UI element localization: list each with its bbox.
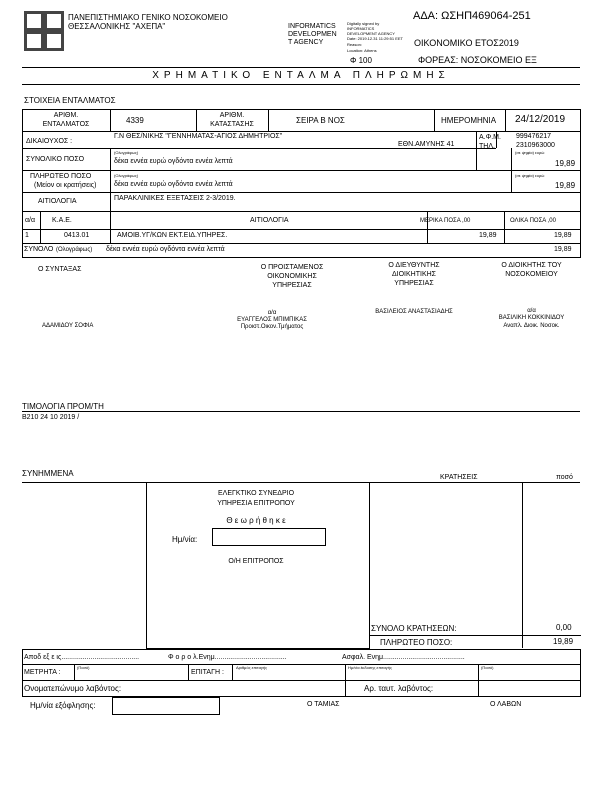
hospital-director-aa: α/α: [527, 308, 536, 314]
net-payable-value: 19,89: [553, 637, 574, 646]
table-row-aa: 1: [25, 232, 29, 239]
tel-label: ΤΗΛ.: [479, 143, 495, 150]
admin-director-title-2: ΔΙΟΙΚΗΤΙΚΗΣ: [391, 271, 436, 278]
footer-row-line: [22, 664, 581, 665]
cash-label: ΜΕΤΡΗΤΑ :: [24, 669, 61, 676]
col-header-reason: ΑΙΤΙΟΛΟΓΙΑ: [250, 217, 289, 224]
signature-text-1: Digitally signed by: [347, 21, 380, 26]
row-line: [22, 211, 581, 212]
row-line: [22, 192, 581, 193]
payable-words-caption: (Ολογράφως): [114, 173, 139, 178]
total-deductions-value: 0,00: [556, 623, 572, 632]
footer-col-line: [478, 664, 479, 697]
composer-title: Ο ΣΥΝΤΑΞΑΣ: [38, 266, 82, 273]
signature-text-6: Location: Athens: [347, 48, 377, 53]
beneficiary-name: Γ.Ν ΘΕΣ/ΝΙΚΗΣ "ΓΕΝΝΗΜΑΤΑΣ-ΑΓΙΟΣ ΔΗΜΗΤΡΙΟΣ": [114, 133, 283, 140]
col-line: [505, 109, 506, 131]
finance-head-title-2: ΟΙΚΟΝΟΜΙΚΗΣ: [267, 273, 317, 280]
auditor-title-2: ΥΠΗΡΕΣΙΑ ΕΠΙΤΡΟΠΟΥ: [217, 500, 295, 507]
afm-value: 999476217: [516, 133, 552, 140]
total-deductions-label: ΣΥΝΟΛΟ ΚΡΑΤΗΣΕΩΝ:: [371, 624, 457, 633]
admin-director-title-3: ΥΠΗΡΕΣΙΑΣ: [394, 280, 434, 287]
deductions-separator: [522, 482, 523, 648]
row-line: [22, 170, 581, 171]
invoices-title: ΤΙΜΟΛΟΓΙΑ ΠΡΟΜ/ΤΗ: [22, 402, 104, 411]
footer-col-line: [74, 664, 75, 680]
footer-row-line: [22, 680, 581, 681]
date-value: 24/12/2019: [515, 114, 566, 125]
recipient-id-label: Αρ. ταυτ. λαβόντος:: [364, 684, 434, 693]
foreas: ΦΟΡΕΑΣ: ΝΟΣΟΚΟΜΕΙΟ ΕΞ: [418, 55, 537, 65]
beneficiary-label: ΔΙΚΑΙΟΥΧΟΣ :: [26, 138, 73, 145]
katastasi-number-label-2: ΚΑΤΑΣΤΑΣΗΣ: [210, 121, 254, 128]
table-row-total: 19,89: [554, 232, 572, 239]
auditor-right-border: [369, 482, 370, 648]
reason-label: ΑΙΤΙΟΛΟΓΙΑ: [38, 198, 77, 205]
signature-text-3: DEVELOPMENT AGENCY: [347, 31, 395, 36]
attachments-rule: [22, 482, 580, 483]
sum-words-caption: (Ολογράφως): [56, 247, 93, 253]
hospital-director-title-2: ΝΟΣΟΚΟΜΕΙΟΥ: [505, 271, 558, 278]
composer-name: ΑΔΑΜΙΔΟΥ ΣΟΦΙΑ: [42, 323, 94, 329]
hospital-director-title-1: Ο ΔΙΟΙΚΗΤΗΣ ΤΟΥ: [501, 262, 562, 269]
admin-director-title-1: Ο ΔΙΕΥΘΥΝΤΗΣ: [388, 262, 440, 269]
agency-line2: DEVELOPMEN: [288, 31, 337, 38]
col-line: [110, 109, 111, 131]
recipient-label: Ο ΛΑΒΩΝ: [490, 701, 522, 708]
ada-number: ΑΔΑ: ΩΣΗΠ469064-251: [413, 10, 531, 22]
section-title: ΣΤΟΙΧΕΙΑ ΕΝΤΑΛΜΑΤΟΣ: [24, 96, 116, 105]
total-deductions-rule: [369, 635, 581, 636]
agency-line1: INFORMATICS: [288, 23, 336, 30]
sum-words: δέκα εννέα ευρώ ογδόντα εννέα λεπτά: [106, 246, 225, 253]
payment-date-field[interactable]: [112, 697, 220, 715]
row-line: [22, 229, 581, 230]
cheque-label: ΕΠΙΤΑΓΗ :: [191, 669, 224, 676]
approval-date-label: Ημ/νία:: [172, 535, 198, 544]
fiscal-year: ΟΙΚΟΝΟΜΙΚΟ ΕΤΟΣ2019: [414, 38, 519, 48]
invoices-value: Β210 24 10 2019 /: [22, 414, 80, 421]
admin-director-name: ΒΑΣΙΛΕΙΟΣ ΑΝΑΣΤΑΣΙΑΔΗΣ: [375, 309, 453, 315]
sum-value: 19,89: [554, 246, 572, 253]
finance-head-role: Προιστ.Οικον.Τμήματος: [240, 324, 304, 330]
col-line: [511, 148, 512, 192]
col-header-partial: ΜΕΡΙΚΑ ΠΟΣΑ ,00: [420, 218, 471, 224]
total-words-caption: (Ολογράφως): [114, 150, 139, 155]
hospital-name: ΠΑΝΕΠΙΣΤΗΜΙΑΚΟ ΓΕΝΙΚΟ ΝΟΣΟΚΟΜΕΙΟ: [68, 13, 228, 22]
katastasi-number-label-1: ΑΡΙΘΜ.: [219, 112, 245, 119]
tel-value: 2310963000: [516, 142, 555, 149]
auditor-left-border: [146, 482, 147, 648]
payable-amount-label: ΠΛΗΡΩΤΕΟ ΠΟΣΟ: [30, 173, 92, 180]
col-line: [476, 131, 477, 170]
phi-code: Φ 100: [350, 56, 372, 65]
payable-amount-value: 19,89: [555, 181, 576, 190]
attachments-title: ΣΥΝΗΜΜΕΝΑ: [22, 469, 74, 478]
entalma-number-label-1: ΑΡΙΘΜ.: [53, 112, 79, 119]
date-label: ΗΜΕΡΟΜΗΝΙΑ: [441, 116, 497, 125]
table-row-partial: 19,89: [479, 232, 497, 239]
title-bottom-rule: [22, 84, 580, 85]
cheque-amount-caption: (Ποσό): [481, 665, 494, 670]
hospital-director-role: Αναπλ. Διοικ. Νοσοκ.: [503, 323, 560, 329]
col-line: [434, 109, 435, 131]
seira: ΣΕΙΡΑ Β ΝΟΣ: [296, 116, 345, 125]
finance-head-title-1: Ο ΠΡΟΙΣΤΑΜΕΝΟΣ: [260, 264, 324, 271]
approval-date-field[interactable]: [212, 528, 326, 546]
recipient-name-label: Ονοματεπώνυμο λαβόντος:: [24, 684, 122, 693]
col-line: [504, 211, 505, 243]
hospital-director-name: ΒΑΣΙΛΙΚΗ ΚΟΚΚΙΝΙΔΟΥ: [498, 315, 565, 321]
total-amount-label: ΣΥΝΟΛΙΚΟ ΠΟΣΟ: [26, 156, 85, 163]
reason-value: ΠΑΡΑΚΛΙΝΙΚΕΣ ΕΞΕΤΑΣΕΙΣ 2-3/2019.: [114, 195, 236, 202]
signature-text-4: Date: 2019.12.31 11:29:51 EET: [347, 36, 403, 41]
hospital-city: ΘΕΣΣΑΛΟΝΙΚΗΣ "ΑΧΕΠΑ": [68, 22, 166, 31]
row-line: [22, 243, 581, 244]
invoices-rule: [22, 411, 580, 412]
payable-digits-caption: (σε ψηφία) ευρώ: [515, 173, 545, 178]
cheque-number-caption: Αριθμός επιταγής: [236, 665, 268, 670]
entalma-number-label-2: ΕΝΤΑΛΜΑΤΟΣ: [42, 121, 90, 128]
table-row-reason: ΑΜΟΙΒ.ΥΓ/ΚΩΝ ΕΚΤ.ΕΙΔ.ΥΠΗΡΕΣ.: [117, 232, 228, 239]
auditor-title-1: ΕΛΕΓΚΤΙΚΟ ΣΥΝΕΔΡΙΟ: [217, 490, 295, 497]
payable-amount-sublabel: (Μείον οι κρατήσεις): [34, 182, 97, 189]
signature-text-5: Reason:: [347, 42, 362, 47]
insurance-clearance-line: Ασφαλ. Ενημ..........................................: [342, 654, 465, 661]
finance-head-name: ΕΥΑΓΓΕΛΟΣ ΜΠΙΜΠΙΚΑΣ: [237, 317, 307, 323]
agency-line3: T AGENCY: [288, 39, 324, 46]
approved-label: Θ ε ω ρ ή θ η κ ε: [226, 516, 286, 525]
col-line: [110, 211, 111, 243]
row-line: [22, 148, 496, 149]
total-amount-value: 19,89: [555, 159, 576, 168]
col-header-kae: Κ.Α.Ε.: [52, 217, 72, 224]
signature-text-2: INFORMATICS: [347, 26, 375, 31]
net-payable-label: ΠΛΗΡΩΤΕΟ ΠΟΣΟ:: [380, 638, 453, 647]
beneficiary-address: ΕΘΝ.ΑΜΥΝΗΣ 41: [398, 141, 455, 148]
cash-amount-caption: (Ποσό): [77, 665, 90, 670]
afm-label: Α.Φ.Μ.: [479, 134, 501, 141]
table-row-kae: 0413.01: [64, 232, 90, 239]
tax-clearance-line: Φ ο ρ ο λ.Ενημ.....................................: [168, 654, 287, 661]
col-line: [427, 211, 428, 243]
payment-date-label: Ημ/νία εξόφλησης:: [30, 701, 96, 710]
amount-label: ποσό: [556, 474, 573, 481]
footer-col-line: [188, 664, 189, 680]
entalma-number: 4339: [126, 116, 144, 125]
cashier-label: Ο ΤΑΜΙΑΣ: [307, 701, 340, 708]
finance-head-title-3: ΥΠΗΡΕΣΙΑΣ: [272, 282, 312, 289]
finance-head-aa: α/α: [267, 310, 277, 316]
receipts-line: Αποδ εξ ε ις........................................: [24, 654, 140, 661]
row-line: [22, 131, 581, 132]
sum-label: ΣΥΝΟΛΟ: [24, 246, 54, 253]
cheque-date-caption: Ημ/νία έκδοσης επιταγής: [348, 665, 392, 670]
col-line: [40, 211, 41, 243]
commissioner-label: Ο/Η ΕΠΙΤΡΟΠΟΣ: [228, 558, 284, 565]
col-line: [268, 109, 269, 131]
payable-words: δέκα εννέα ευρώ ογδόντα εννέα λεπτά: [114, 181, 233, 188]
title-top-rule: [22, 67, 580, 68]
footer-col-line: [232, 664, 233, 680]
document-title: ΧΡΗΜΑΤΙΚΟ ΕΝΤΑΛΜΑ ΠΛΗΡΩΜΗΣ: [152, 70, 450, 81]
deductions-label: ΚΡΑΤΗΣΕΙΣ: [440, 474, 478, 481]
hospital-logo: [24, 11, 64, 51]
col-header-total: ΟΛΙΚΑ ΠΟΣΑ ,00: [510, 218, 556, 224]
col-header-aa: α/α: [25, 217, 36, 224]
total-digits-caption: (σε ψηφία) ευρώ: [515, 150, 545, 155]
total-words: δέκα εννέα ευρώ ογδόντα εννέα λεπτά: [114, 158, 233, 165]
footer-col-line: [345, 664, 346, 697]
